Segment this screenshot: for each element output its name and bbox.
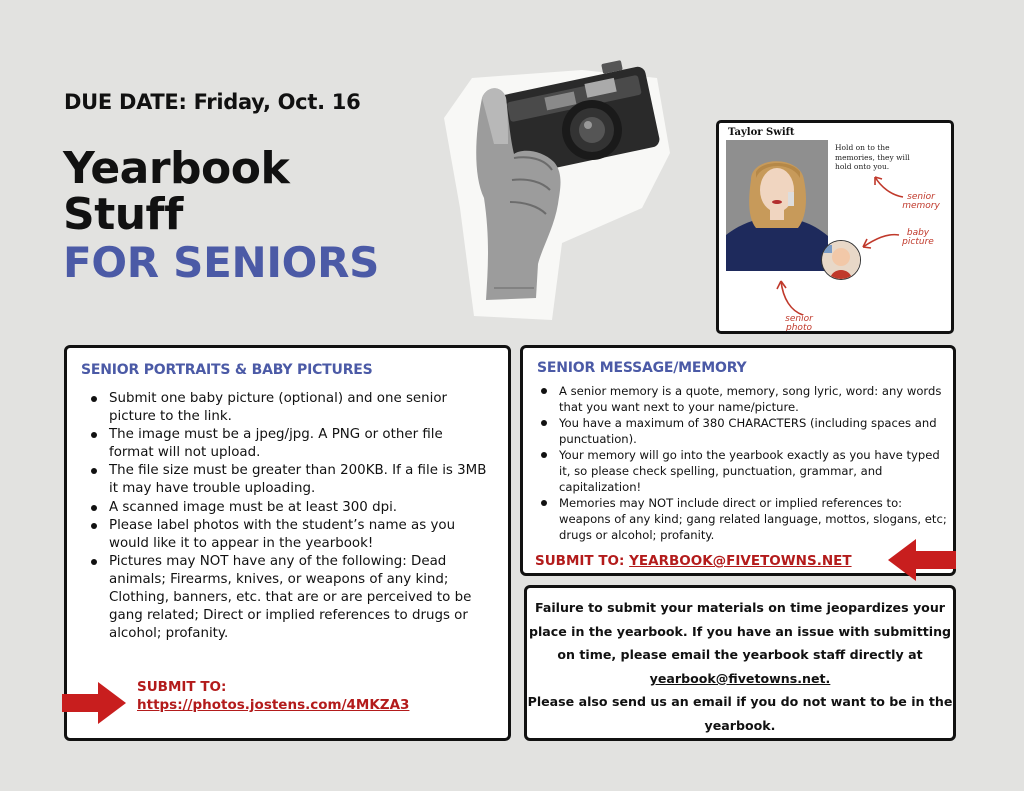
title-line-stuff: Stuff — [63, 189, 183, 240]
message-submit-email[interactable]: YEARBOOK@FIVETOWNS.NET — [629, 553, 852, 569]
portraits-panel — [64, 345, 511, 741]
title-line-for-seniors: FOR SENIORS — [63, 238, 380, 287]
note-baby-picture: baby picture — [902, 228, 934, 247]
notice-email-link[interactable]: yearbook@fivetowns.net. — [649, 670, 831, 686]
portraits-submit — [137, 678, 409, 714]
notice-opt-out-text: Please also send us an email if you do not want to be in the yearbook. — [527, 694, 953, 733]
portraits-rules-list — [87, 390, 487, 643]
note-senior-photo: senior photo — [785, 314, 813, 333]
red-arrow-right-icon — [62, 680, 128, 726]
deadline-notice — [524, 585, 956, 741]
page-title — [63, 143, 290, 240]
list-item: The image must be a jpeg/jpg. A PNG or other file format will not upload. — [87, 426, 487, 462]
example-senior-photo — [726, 140, 828, 271]
list-item: A senior memory is a quote, memory, song lyric, word: any words that you want next to your name/picture. — [537, 383, 949, 415]
list-item: The file size must be greater than 200KB. If a file is 3MB it may have trouble uploading. — [87, 462, 487, 498]
note-senior-memory: senior memory — [902, 192, 940, 211]
list-item: Submit one baby picture (optional) and one senior picture to the link. — [87, 390, 487, 426]
baby-pointer-arrow-icon — [859, 229, 903, 253]
list-item: You have a maximum of 380 CHARACTERS (including spaces and punctuation). — [537, 415, 949, 447]
message-submit-label: SUBMIT TO: — [535, 553, 625, 569]
example-name: Taylor Swift — [728, 127, 795, 138]
message-rules-list — [537, 383, 949, 543]
list-item: Please label photos with the student’s name as you would like it to appear in the yearbook! — [87, 517, 487, 553]
portraits-submit-label: SUBMIT TO: — [137, 679, 227, 695]
list-item: Memories may NOT include direct or implied references to: weapons of any kind; gang related language, mottos, slogans, etc; drugs or alcohol; profanity. — [537, 495, 949, 543]
message-heading: SENIOR MESSAGE/MEMORY — [537, 360, 747, 376]
example-yearbook-entry — [716, 120, 954, 334]
list-item: A scanned image must be at least 300 dpi. — [87, 499, 487, 517]
list-item: Pictures may NOT have any of the following: Dead animals; Firearms, knives, or weapons of any kind; Clothing, banners, etc. that are or are perceived to be gang related; Direct or implied references to drugs or alcohol; profanity. — [87, 553, 487, 643]
camera-in-hand-icon — [442, 58, 672, 320]
portraits-heading: SENIOR PORTRAITS & BABY PICTURES — [81, 362, 373, 378]
due-date: DUE DATE: Friday, Oct. 16 — [64, 90, 361, 114]
message-submit — [535, 553, 852, 569]
portraits-submit-link[interactable]: https://photos.jostens.com/4MKZA3 — [137, 697, 410, 713]
list-item: Your memory will go into the yearbook exactly as you have typed it, so please check spelling, punctuation, grammar, and capitalization! — [537, 447, 949, 495]
example-quote: Hold on to the memories, they will hold onto you. — [835, 143, 910, 171]
photo-pointer-arrow-icon — [773, 275, 813, 319]
title-line-yearbook: Yearbook — [63, 143, 290, 194]
notice-text: Failure to submit your materials on time jeopardizes your place in the yearbook. If you have an issue with submitting on time, please email the yearbook staff directly at — [528, 600, 952, 663]
red-arrow-left-icon — [886, 537, 956, 583]
example-baby-picture — [821, 240, 861, 280]
